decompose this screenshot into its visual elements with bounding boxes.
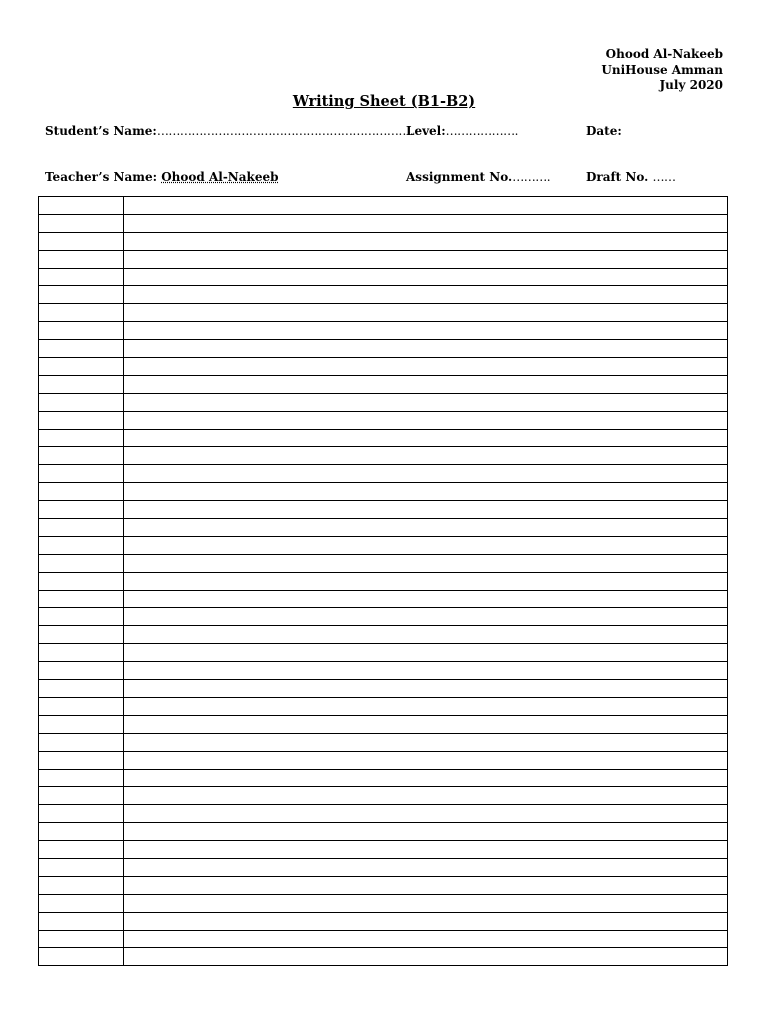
- writing-row: [39, 429, 728, 447]
- writing-grid: [38, 196, 728, 966]
- writing-row-margin-cell[interactable]: [39, 733, 124, 751]
- writing-row: [39, 447, 728, 465]
- writing-row: [39, 375, 728, 393]
- document-date: July 2020: [659, 78, 723, 92]
- writing-row-line-cell[interactable]: [124, 841, 728, 859]
- writing-row: [39, 894, 728, 912]
- writing-row-margin-cell[interactable]: [39, 286, 124, 304]
- student-name-label: Student’s Name:: [45, 124, 157, 138]
- writing-row-margin-cell[interactable]: [39, 697, 124, 715]
- writing-row-line-cell[interactable]: [124, 733, 728, 751]
- writing-row-margin-cell[interactable]: [39, 393, 124, 411]
- writing-row: [39, 536, 728, 554]
- draft-field[interactable]: [586, 170, 676, 184]
- writing-row-line-cell[interactable]: [124, 465, 728, 483]
- writing-row-line-cell[interactable]: [124, 322, 728, 340]
- writing-row-margin-cell[interactable]: [39, 948, 124, 966]
- writing-row-line-cell[interactable]: [124, 501, 728, 519]
- writing-row-margin-cell[interactable]: [39, 680, 124, 698]
- writing-row: [39, 590, 728, 608]
- writing-row-margin-cell[interactable]: [39, 769, 124, 787]
- writing-row-line-cell[interactable]: [124, 930, 728, 948]
- writing-row-margin-cell[interactable]: [39, 519, 124, 537]
- page-title-container: [0, 93, 768, 110]
- writing-row-margin-cell[interactable]: [39, 662, 124, 680]
- writing-row: [39, 572, 728, 590]
- writing-row-margin-cell[interactable]: [39, 608, 124, 626]
- author-name: Ohood Al-Nakeeb: [605, 47, 723, 61]
- writing-row-line-cell[interactable]: [124, 483, 728, 501]
- writing-row-line-cell[interactable]: [124, 250, 728, 268]
- writing-row-margin-cell[interactable]: [39, 429, 124, 447]
- writing-row: [39, 286, 728, 304]
- writing-row: [39, 805, 728, 823]
- writing-row-margin-cell[interactable]: [39, 930, 124, 948]
- writing-row-line-cell[interactable]: [124, 715, 728, 733]
- writing-row-line-cell[interactable]: [124, 393, 728, 411]
- writing-row-margin-cell[interactable]: [39, 644, 124, 662]
- writing-row-margin-cell[interactable]: [39, 858, 124, 876]
- writing-row: [39, 358, 728, 376]
- writing-row-line-cell[interactable]: [124, 429, 728, 447]
- writing-row: [39, 322, 728, 340]
- writing-row-margin-cell[interactable]: [39, 912, 124, 930]
- writing-row-line-cell[interactable]: [124, 608, 728, 626]
- writing-row-line-cell[interactable]: [124, 447, 728, 465]
- writing-row: [39, 841, 728, 859]
- level-label: Level:: [406, 124, 446, 138]
- level-field[interactable]: [406, 124, 518, 138]
- writing-row-line-cell[interactable]: [124, 948, 728, 966]
- teacher-name-value: Ohood Al-Nakeeb: [161, 170, 279, 184]
- writing-row-margin-cell[interactable]: [39, 465, 124, 483]
- writing-row-margin-cell[interactable]: [39, 590, 124, 608]
- writing-row-margin-cell[interactable]: [39, 197, 124, 215]
- writing-row-line-cell[interactable]: [124, 304, 728, 322]
- writing-row: [39, 519, 728, 537]
- writing-row: [39, 644, 728, 662]
- organization-name: UniHouse Amman: [601, 62, 723, 77]
- writing-row: [39, 930, 728, 948]
- writing-row-line-cell[interactable]: [124, 214, 728, 232]
- writing-row: [39, 608, 728, 626]
- writing-row-margin-cell[interactable]: [39, 411, 124, 429]
- writing-row-margin-cell[interactable]: [39, 894, 124, 912]
- writing-row-line-cell[interactable]: [124, 805, 728, 823]
- writing-row-margin-cell[interactable]: [39, 304, 124, 322]
- writing-row-margin-cell[interactable]: [39, 232, 124, 250]
- writing-row-line-cell[interactable]: [124, 644, 728, 662]
- writing-row: [39, 626, 728, 644]
- writing-row-margin-cell[interactable]: [39, 268, 124, 286]
- assignment-label: Assignment No.: [406, 170, 513, 184]
- writing-row-line-cell[interactable]: [124, 858, 728, 876]
- writing-row: [39, 823, 728, 841]
- document-header: [601, 47, 723, 94]
- writing-row-line-cell[interactable]: [124, 519, 728, 537]
- writing-row-line-cell[interactable]: [124, 232, 728, 250]
- writing-row: [39, 197, 728, 215]
- writing-row-margin-cell[interactable]: [39, 823, 124, 841]
- writing-row-line-cell[interactable]: [124, 876, 728, 894]
- writing-row-line-cell[interactable]: [124, 572, 728, 590]
- writing-row-line-cell[interactable]: [124, 751, 728, 769]
- writing-row: [39, 858, 728, 876]
- assignment-blank[interactable]: ……….: [512, 170, 551, 184]
- writing-row-line-cell[interactable]: [124, 912, 728, 930]
- writing-row-line-cell[interactable]: [124, 411, 728, 429]
- writing-row-margin-cell[interactable]: [39, 375, 124, 393]
- writing-row-line-cell[interactable]: [124, 697, 728, 715]
- writing-row-line-cell[interactable]: [124, 268, 728, 286]
- writing-row: [39, 483, 728, 501]
- writing-row: [39, 751, 728, 769]
- writing-row-line-cell[interactable]: [124, 358, 728, 376]
- writing-row-line-cell[interactable]: [124, 662, 728, 680]
- draft-blank[interactable]: ……: [652, 170, 676, 184]
- page-title: Writing Sheet (B1-B2): [292, 93, 476, 110]
- writing-row-line-cell[interactable]: [124, 536, 728, 554]
- writing-row-line-cell[interactable]: [124, 894, 728, 912]
- writing-row-margin-cell[interactable]: [39, 787, 124, 805]
- writing-row-margin-cell[interactable]: [39, 841, 124, 859]
- writing-row-margin-cell[interactable]: [39, 501, 124, 519]
- writing-row: [39, 948, 728, 966]
- writing-row: [39, 250, 728, 268]
- writing-row-line-cell[interactable]: [124, 823, 728, 841]
- writing-row-margin-cell[interactable]: [39, 626, 124, 644]
- writing-row-margin-cell[interactable]: [39, 572, 124, 590]
- writing-row-margin-cell[interactable]: [39, 536, 124, 554]
- writing-row: [39, 501, 728, 519]
- teacher-name-label: Teacher’s Name:: [45, 170, 158, 184]
- level-blank[interactable]: ……………….: [445, 124, 518, 138]
- assignment-field[interactable]: [406, 170, 550, 184]
- writing-grid-body: [39, 197, 728, 966]
- writing-row: [39, 787, 728, 805]
- student-name-field[interactable]: [45, 124, 413, 138]
- student-name-blank[interactable]: ………………………………………………………….: [156, 124, 414, 138]
- writing-row: [39, 715, 728, 733]
- writing-row-margin-cell[interactable]: [39, 554, 124, 572]
- writing-row-margin-cell[interactable]: [39, 340, 124, 358]
- writing-row-margin-cell[interactable]: [39, 715, 124, 733]
- draft-label: Draft No.: [586, 170, 649, 184]
- writing-row-line-cell[interactable]: [124, 375, 728, 393]
- writing-row-line-cell[interactable]: [124, 340, 728, 358]
- writing-row-line-cell[interactable]: [124, 769, 728, 787]
- writing-row-line-cell[interactable]: [124, 554, 728, 572]
- writing-row: [39, 304, 728, 322]
- writing-row-margin-cell[interactable]: [39, 805, 124, 823]
- writing-row: [39, 733, 728, 751]
- writing-row: [39, 554, 728, 572]
- writing-row: [39, 214, 728, 232]
- writing-row-margin-cell[interactable]: [39, 322, 124, 340]
- writing-row-line-cell[interactable]: [124, 626, 728, 644]
- writing-row: [39, 411, 728, 429]
- writing-row: [39, 393, 728, 411]
- writing-row-margin-cell[interactable]: [39, 214, 124, 232]
- writing-row-line-cell[interactable]: [124, 787, 728, 805]
- writing-row: [39, 662, 728, 680]
- writing-row-margin-cell[interactable]: [39, 250, 124, 268]
- writing-row-line-cell[interactable]: [124, 197, 728, 215]
- writing-row: [39, 697, 728, 715]
- writing-row: [39, 912, 728, 930]
- date-label: Date:: [586, 124, 622, 138]
- writing-row: [39, 232, 728, 250]
- date-field[interactable]: [586, 124, 622, 138]
- writing-row-margin-cell[interactable]: [39, 876, 124, 894]
- writing-row: [39, 268, 728, 286]
- writing-row: [39, 465, 728, 483]
- writing-row: [39, 876, 728, 894]
- teacher-name-field: [45, 170, 279, 184]
- writing-row-line-cell[interactable]: [124, 286, 728, 304]
- writing-row-line-cell[interactable]: [124, 590, 728, 608]
- writing-row-margin-cell[interactable]: [39, 447, 124, 465]
- writing-row-margin-cell[interactable]: [39, 751, 124, 769]
- writing-row-margin-cell[interactable]: [39, 358, 124, 376]
- writing-row: [39, 769, 728, 787]
- writing-row-margin-cell[interactable]: [39, 483, 124, 501]
- writing-row: [39, 340, 728, 358]
- writing-row-line-cell[interactable]: [124, 680, 728, 698]
- writing-row: [39, 680, 728, 698]
